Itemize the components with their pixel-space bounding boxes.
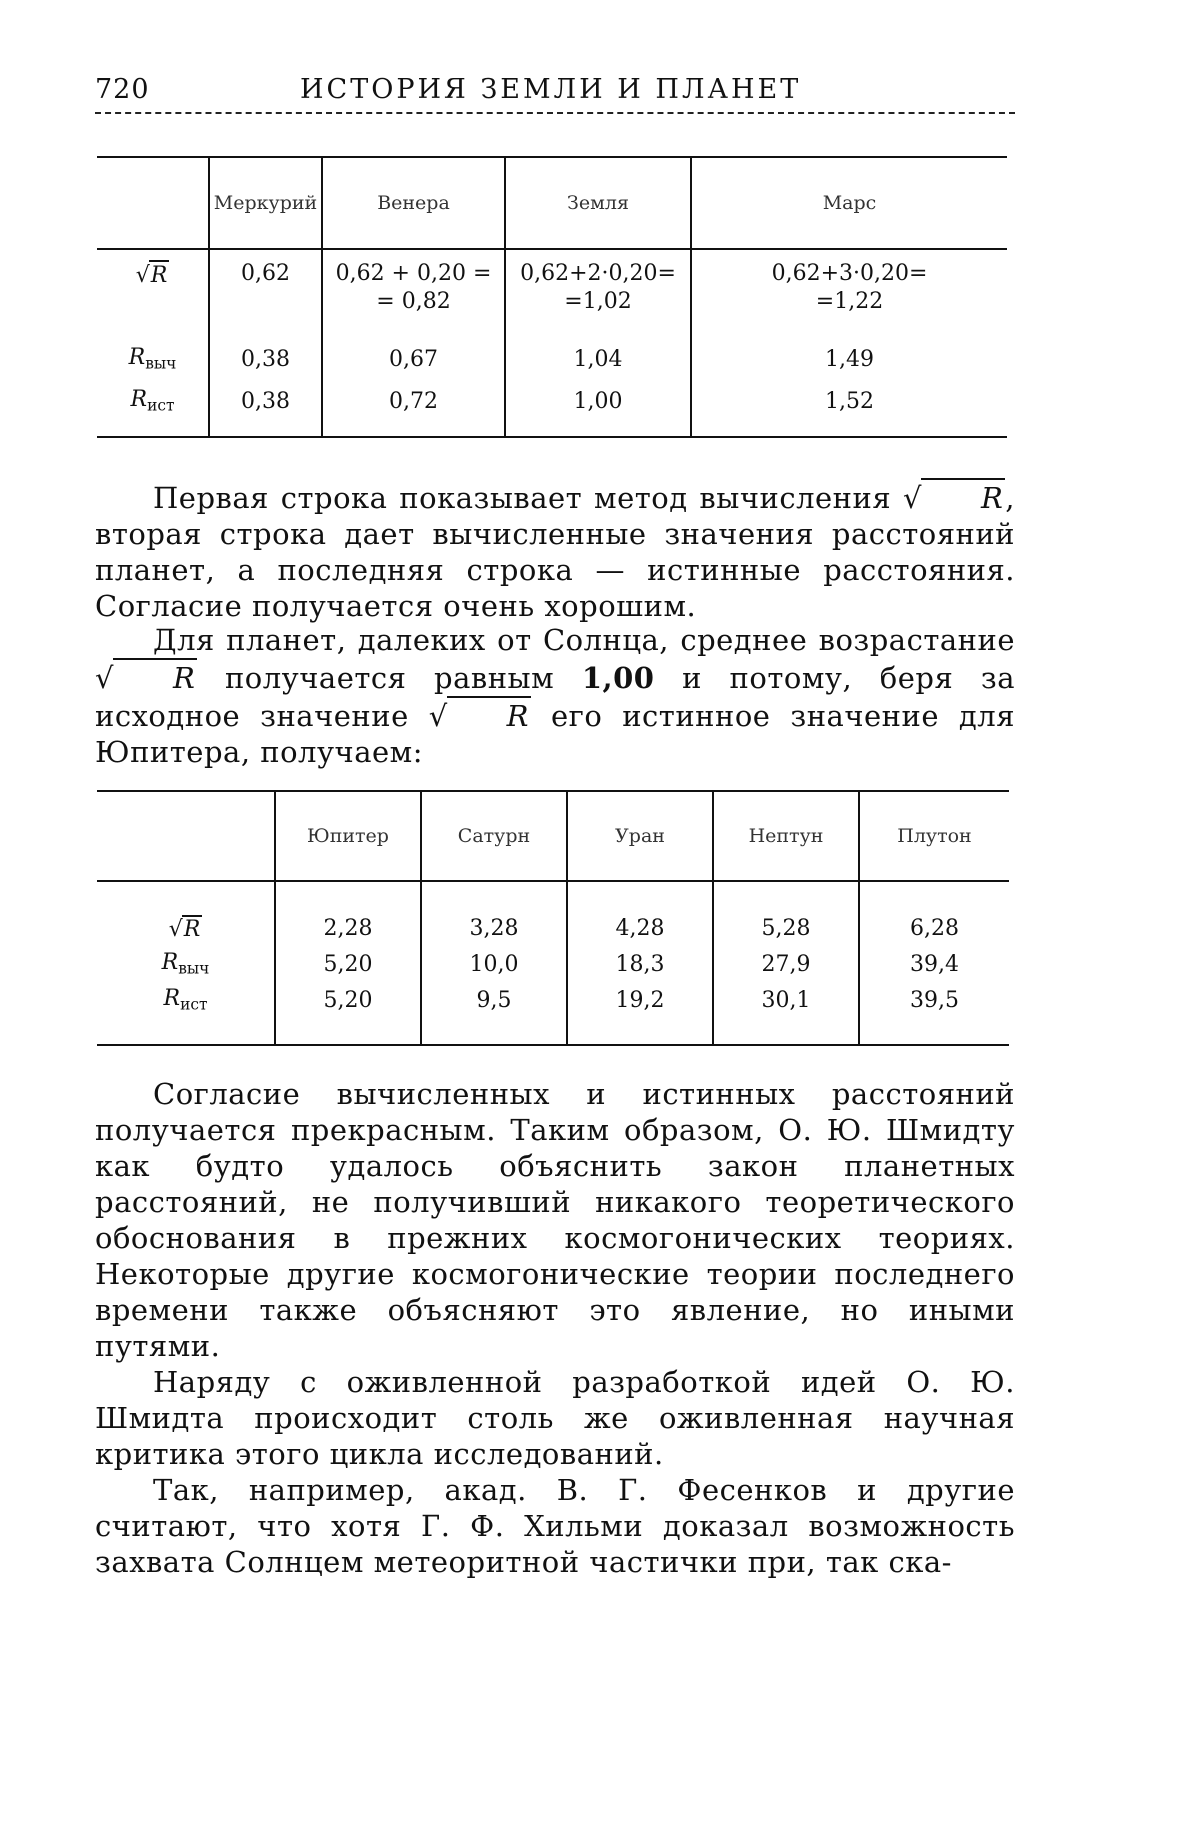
table-row (97, 338, 1007, 380)
table-cell: 4,28 (567, 881, 713, 946)
column-header: Сатурн (421, 791, 567, 881)
table-row (97, 249, 1007, 338)
table-cell: 5,20 (275, 982, 421, 1045)
chapter-title: ИСТОРИЯ ЗЕМЛИ И ПЛАНЕТ (300, 74, 802, 105)
paragraph: Для планет, далеких от Солнца, среднее возрастание √ R получается равным 1,00 и потому, беря за исходное значение √ R его истинное значение для Юпитера, получаем: (95, 623, 1016, 769)
table-cell: 0,72 (322, 380, 505, 437)
table-cell: 0,62+2·0,20= =1,02 (505, 249, 691, 338)
column-header: Земля (505, 157, 691, 249)
table-cell: 18,3 (567, 946, 713, 982)
table-cell: 0,67 (322, 338, 505, 380)
row-label-sqrt-r: √R (97, 249, 209, 338)
paragraph: Наряду с оживленной разработкой идей О. Ю. Шмидта происходит столь же оживленная научная критика этого цикла исследований. (95, 1365, 1015, 1471)
row-label-r-true: $R_{ист}$ (130, 387, 175, 415)
table-cell: 5,20 (275, 946, 421, 982)
column-header: Уран (567, 791, 713, 881)
table-corner-cell (97, 791, 275, 881)
table-cell: 9,5 (421, 982, 567, 1045)
table-cell: 3,28 (421, 881, 567, 946)
header-rule (95, 112, 1015, 114)
column-header: Венера (322, 157, 505, 249)
table-cell: 0,38 (209, 338, 322, 380)
paragraph: Согласие вычисленных и истинных расстояний получается прекрасным. Таким образом, О. Ю. Шмидту как будто удалось объяснить закон планетных расстояний, не получивший никакого теоретического обоснования в прежних космогонических теориях. Некоторые другие космогонические теории последнего времени также объясняют это явление, но иными путями. (95, 1077, 1015, 1363)
column-header: Нептун (713, 791, 859, 881)
table-corner-cell (97, 157, 209, 249)
table-row (97, 982, 1009, 1045)
table-cell: 1,00 (505, 380, 691, 437)
inner-planets-table (97, 156, 1007, 438)
table-cell: 0,38 (209, 380, 322, 437)
table-cell: 1,04 (505, 338, 691, 380)
table-cell: 0,62 (209, 249, 322, 338)
table-cell: 30,1 (713, 982, 859, 1045)
table-cell: 1,49 (691, 338, 1007, 380)
running-head (95, 74, 1015, 114)
paragraph: Так, например, акад. В. Г. Фесенков и другие считают, что хотя Г. Ф. Хильми доказал возможность захвата Солнцем метеоритной частички при, так ска- (95, 1473, 1015, 1579)
table-row (97, 881, 1009, 946)
table-cell: 39,4 (859, 946, 1009, 982)
table-row (97, 946, 1009, 982)
column-header: Меркурий (209, 157, 322, 249)
table-cell: 1,52 (691, 380, 1007, 437)
table-cell: 27,9 (713, 946, 859, 982)
table-cell: 6,28 (859, 881, 1009, 946)
column-header: Плутон (859, 791, 1009, 881)
table-header-row (97, 791, 1009, 881)
row-label-r-true: $R_{ист}$ (163, 986, 208, 1014)
table-cell: 19,2 (567, 982, 713, 1045)
outer-planets-table (97, 790, 1009, 1046)
column-header: Юпитер (275, 791, 421, 881)
table-cell: 0,62+3·0,20= =1,22 (691, 249, 1007, 338)
row-label-sqrt-r: √R (168, 916, 201, 942)
paragraph: Первая строка показывает метод вычисления √ R, вторая строка дает вычисленные значения расстояний планет, а последняя строка — истинные расстояния. Согласие получается очень хорошим. (95, 478, 1015, 624)
table-cell: 5,28 (713, 881, 859, 946)
table-cell: 39,5 (859, 982, 1009, 1045)
page-number: 720 (95, 74, 150, 105)
row-label-r-calc: $R_{выч}$ (161, 950, 210, 978)
table-header-row (97, 157, 1007, 249)
row-label-r-calc: $R_{выч}$ (128, 345, 177, 373)
column-header: Марс (691, 157, 1007, 249)
table-cell: 0,62 + 0,20 = = 0,82 (322, 249, 505, 338)
table-cell: 10,0 (421, 946, 567, 982)
table-cell: 2,28 (275, 881, 421, 946)
table-row (97, 380, 1007, 437)
